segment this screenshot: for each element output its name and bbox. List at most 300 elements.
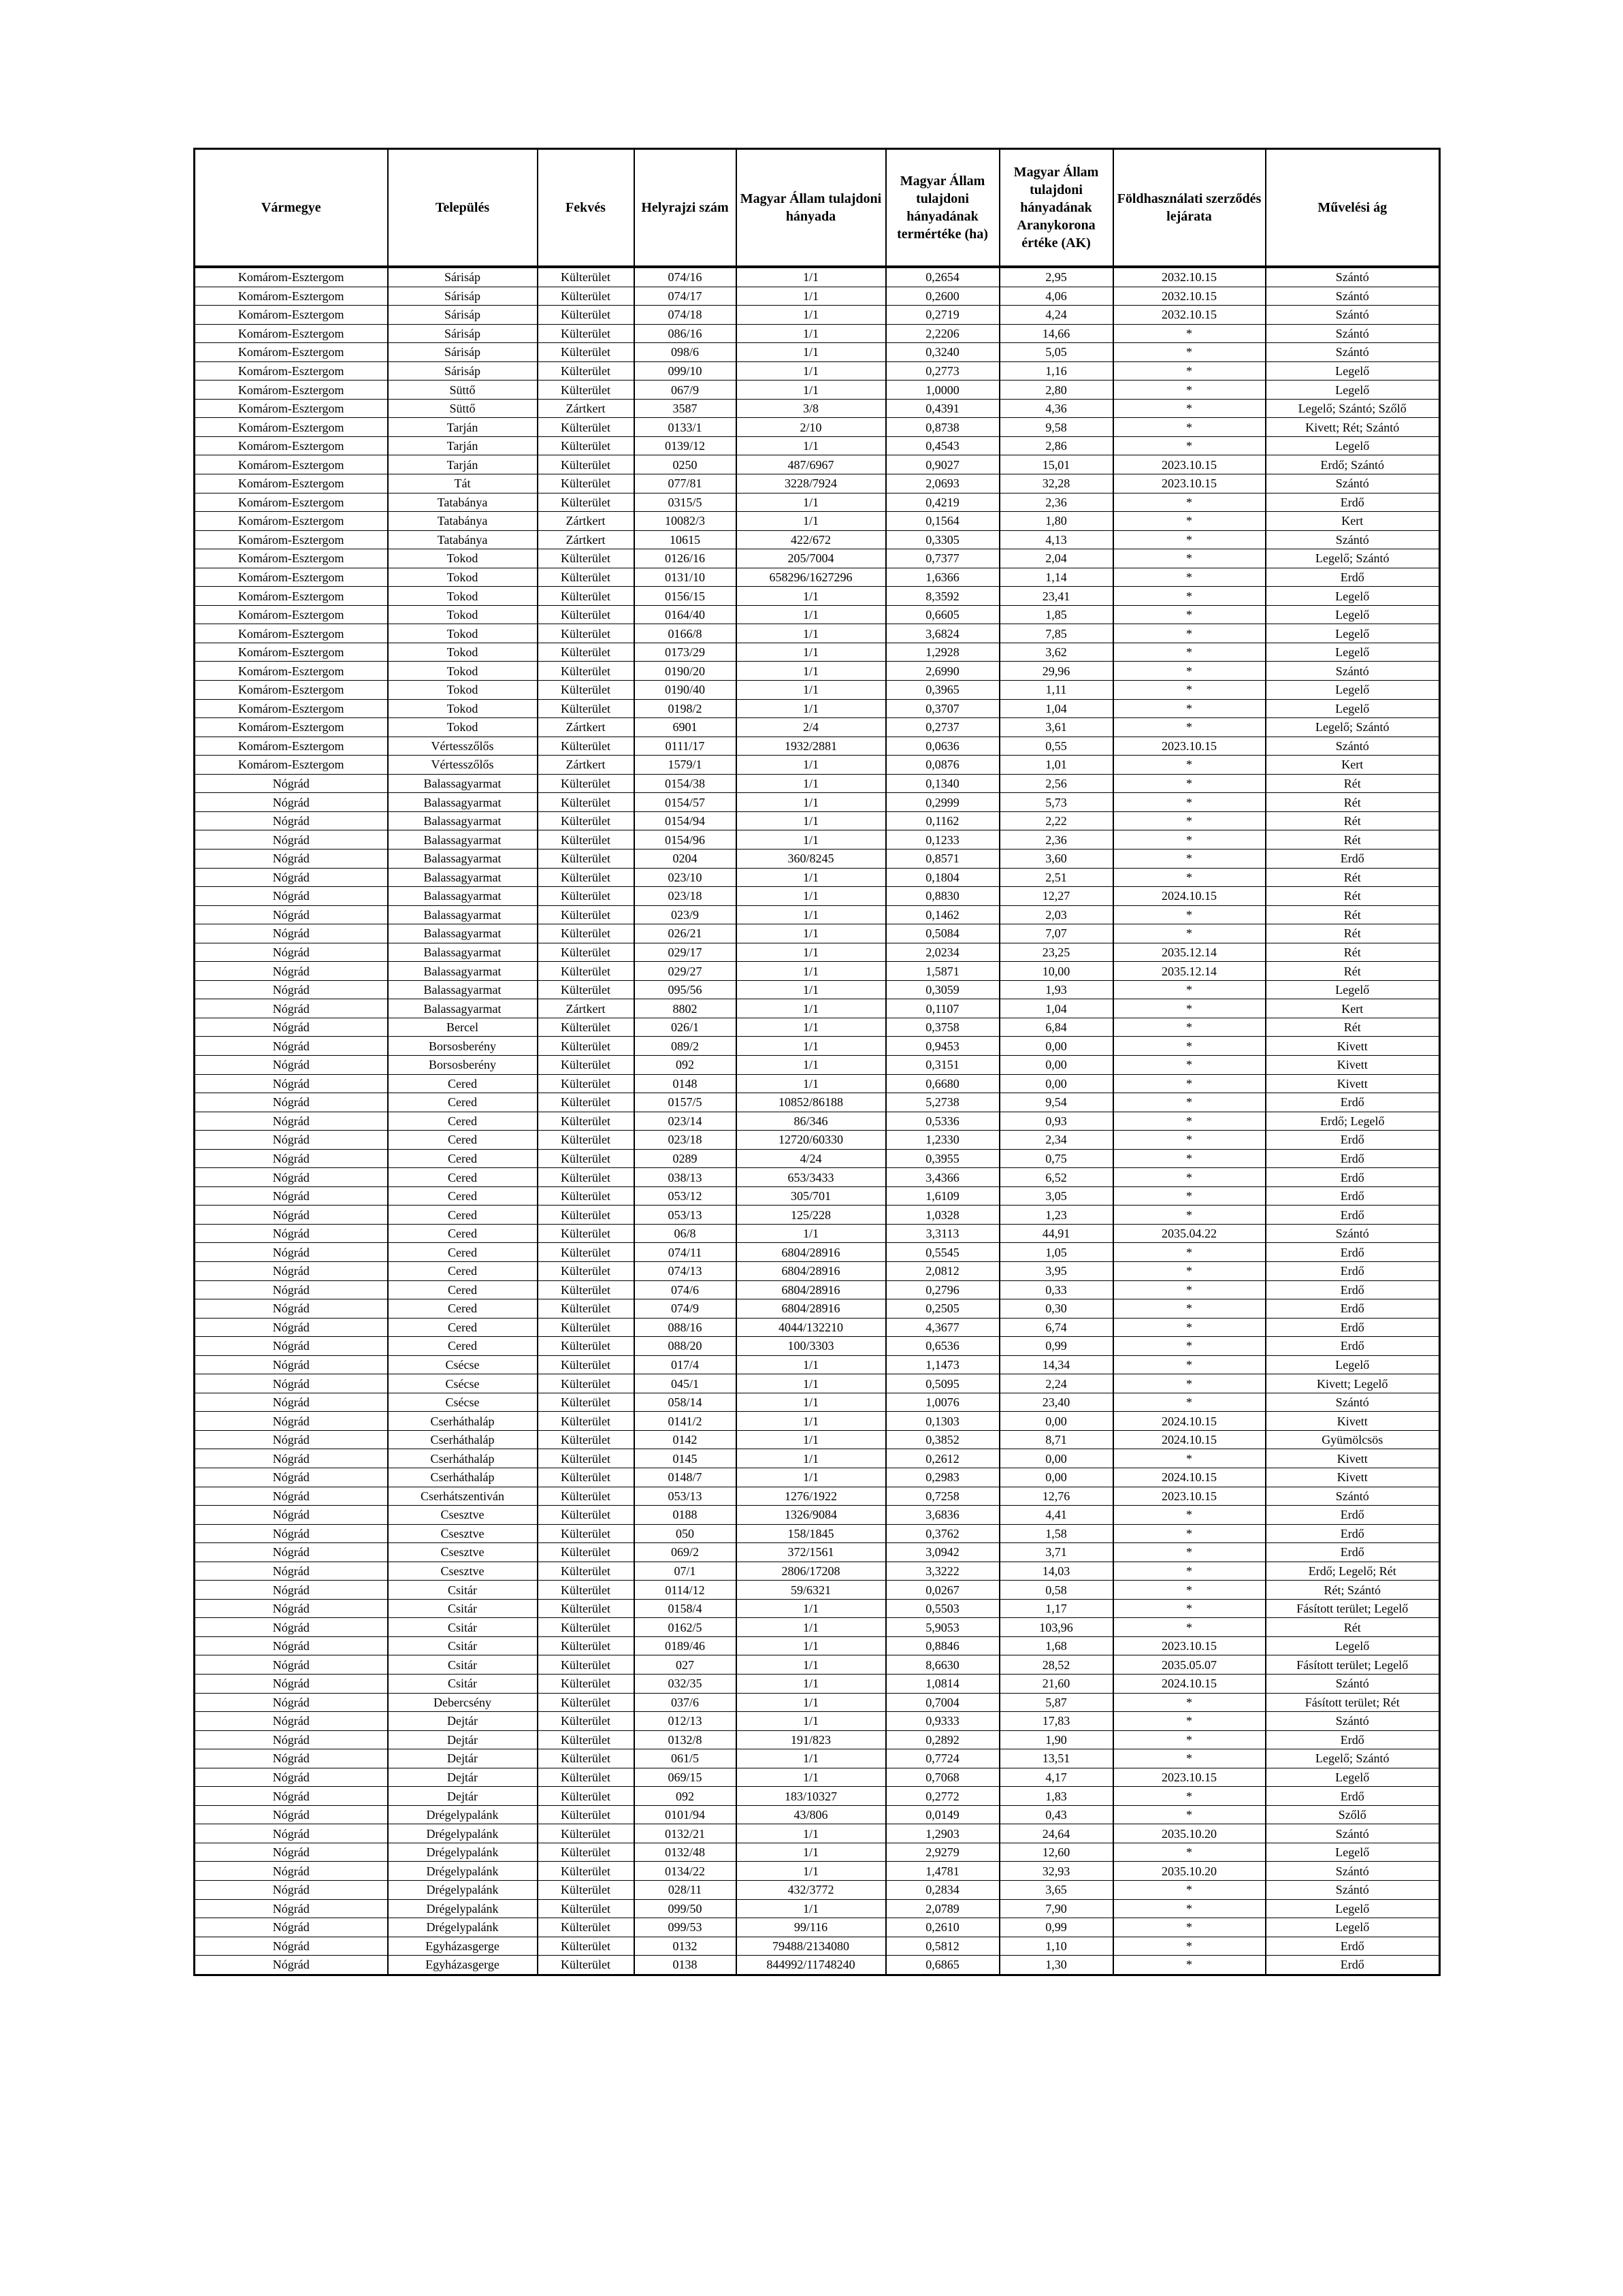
cell-settlement: Csitár bbox=[388, 1599, 538, 1618]
cell-state-share: 1/1 bbox=[736, 267, 886, 287]
cell-settlement: Tatabánya bbox=[388, 512, 538, 531]
header-location: Fekvés bbox=[538, 149, 634, 268]
cell-gold-crown-value: 3,71 bbox=[1000, 1543, 1113, 1562]
cell-location: Külterület bbox=[538, 624, 634, 643]
cell-county: Komárom-Esztergom bbox=[195, 756, 388, 775]
cell-parcel-number: 0190/40 bbox=[634, 681, 736, 700]
cell-parcel-number: 0132/8 bbox=[634, 1730, 736, 1749]
cell-cultivation-branch: Legelő bbox=[1266, 605, 1440, 624]
cell-parcel-number: 0142 bbox=[634, 1430, 736, 1449]
cell-location: Külterület bbox=[538, 306, 634, 325]
cell-settlement: Süttő bbox=[388, 381, 538, 400]
cell-county: Komárom-Esztergom bbox=[195, 737, 388, 756]
cell-parcel-number: 037/6 bbox=[634, 1693, 736, 1712]
cell-settlement: Tokod bbox=[388, 662, 538, 681]
cell-gold-crown-value: 2,80 bbox=[1000, 381, 1113, 400]
cell-gold-crown-value: 1,93 bbox=[1000, 980, 1113, 999]
cell-state-share: 372/1561 bbox=[736, 1543, 886, 1562]
cell-parcel-number: 023/10 bbox=[634, 868, 736, 887]
cell-lease-expiry: * bbox=[1113, 1843, 1266, 1862]
cell-state-share: 43/806 bbox=[736, 1805, 886, 1824]
cell-gold-crown-value: 2,36 bbox=[1000, 493, 1113, 512]
cell-lease-expiry: * bbox=[1113, 418, 1266, 437]
cell-lease-expiry: 2024.10.15 bbox=[1113, 1412, 1266, 1431]
cell-gold-crown-value: 0,00 bbox=[1000, 1468, 1113, 1487]
table-row bbox=[195, 1243, 1440, 1262]
cell-state-share: 2/10 bbox=[736, 418, 886, 437]
table-row bbox=[195, 1636, 1440, 1655]
cell-parcel-number: 012/13 bbox=[634, 1712, 736, 1731]
cell-lease-expiry: * bbox=[1113, 1599, 1266, 1618]
cell-settlement: Dejtár bbox=[388, 1730, 538, 1749]
cell-gold-crown-value: 1,83 bbox=[1000, 1787, 1113, 1806]
cell-gold-crown-value: 1,14 bbox=[1000, 568, 1113, 587]
cell-state-share: 487/6967 bbox=[736, 455, 886, 474]
cell-location: Külterület bbox=[538, 1468, 634, 1487]
cell-settlement: Drégelypalánk bbox=[388, 1918, 538, 1937]
cell-state-share: 1/1 bbox=[736, 811, 886, 830]
cell-cultivation-branch: Rét bbox=[1266, 793, 1440, 812]
cell-gold-crown-value: 8,71 bbox=[1000, 1430, 1113, 1449]
cell-county: Komárom-Esztergom bbox=[195, 549, 388, 568]
cell-settlement: Tokod bbox=[388, 699, 538, 718]
table-row bbox=[195, 1581, 1440, 1600]
cell-area-ha: 0,7068 bbox=[886, 1768, 1000, 1787]
cell-location: Külterület bbox=[538, 1918, 634, 1937]
cell-location: Külterület bbox=[538, 1393, 634, 1412]
cell-parcel-number: 0139/12 bbox=[634, 436, 736, 455]
cell-lease-expiry: 2035.05.07 bbox=[1113, 1655, 1266, 1675]
table-row bbox=[195, 1562, 1440, 1581]
cell-gold-crown-value: 1,17 bbox=[1000, 1599, 1113, 1618]
cell-state-share: 1/1 bbox=[736, 1449, 886, 1468]
cell-cultivation-branch: Erdő bbox=[1266, 1956, 1440, 1975]
cell-county: Komárom-Esztergom bbox=[195, 530, 388, 549]
table-row bbox=[195, 1599, 1440, 1618]
cell-county: Komárom-Esztergom bbox=[195, 587, 388, 606]
cell-settlement: Drégelypalánk bbox=[388, 1899, 538, 1918]
cell-lease-expiry: 2023.10.15 bbox=[1113, 1768, 1266, 1787]
cell-county: Nógrád bbox=[195, 1149, 388, 1168]
cell-location: Külterület bbox=[538, 1636, 634, 1655]
cell-lease-expiry: * bbox=[1113, 1280, 1266, 1299]
table-row bbox=[195, 267, 1440, 287]
cell-location: Külterület bbox=[538, 943, 634, 962]
cell-area-ha: 1,6109 bbox=[886, 1186, 1000, 1206]
cell-county: Nógrád bbox=[195, 1224, 388, 1243]
cell-county: Komárom-Esztergom bbox=[195, 267, 388, 287]
cell-cultivation-branch: Erdő; Szántó bbox=[1266, 455, 1440, 474]
cell-cultivation-branch: Kivett; Rét; Szántó bbox=[1266, 418, 1440, 437]
cell-gold-crown-value: 1,80 bbox=[1000, 512, 1113, 531]
cell-settlement: Cered bbox=[388, 1280, 538, 1299]
table-row bbox=[195, 493, 1440, 512]
cell-state-share: 99/116 bbox=[736, 1918, 886, 1937]
cell-cultivation-branch: Szőlő bbox=[1266, 1805, 1440, 1824]
cell-area-ha: 2,0234 bbox=[886, 943, 1000, 962]
cell-lease-expiry: * bbox=[1113, 1018, 1266, 1037]
table-row bbox=[195, 962, 1440, 981]
cell-location: Külterület bbox=[538, 1055, 634, 1074]
cell-area-ha: 0,3151 bbox=[886, 1055, 1000, 1074]
cell-cultivation-branch: Legelő bbox=[1266, 381, 1440, 400]
table-row bbox=[195, 1131, 1440, 1150]
cell-area-ha: 0,3965 bbox=[886, 681, 1000, 700]
cell-cultivation-branch: Szántó bbox=[1266, 324, 1440, 343]
cell-lease-expiry: * bbox=[1113, 1749, 1266, 1768]
cell-cultivation-branch: Erdő; Legelő; Rét bbox=[1266, 1562, 1440, 1581]
cell-county: Nógrád bbox=[195, 1168, 388, 1187]
cell-gold-crown-value: 7,07 bbox=[1000, 924, 1113, 943]
cell-settlement: Drégelypalánk bbox=[388, 1805, 538, 1824]
cell-county: Nógrád bbox=[195, 1299, 388, 1319]
cell-settlement: Csécse bbox=[388, 1374, 538, 1393]
table-row bbox=[195, 1412, 1440, 1431]
cell-gold-crown-value: 2,22 bbox=[1000, 811, 1113, 830]
cell-cultivation-branch: Kivett bbox=[1266, 1449, 1440, 1468]
cell-gold-crown-value: 4,13 bbox=[1000, 530, 1113, 549]
cell-gold-crown-value: 0,99 bbox=[1000, 1337, 1113, 1356]
cell-gold-crown-value: 4,06 bbox=[1000, 287, 1113, 306]
cell-area-ha: 4,3677 bbox=[886, 1318, 1000, 1337]
cell-area-ha: 0,5503 bbox=[886, 1599, 1000, 1618]
cell-state-share: 1/1 bbox=[736, 1749, 886, 1768]
cell-parcel-number: 088/20 bbox=[634, 1337, 736, 1356]
cell-gold-crown-value: 5,73 bbox=[1000, 793, 1113, 812]
cell-area-ha: 1,1473 bbox=[886, 1355, 1000, 1374]
cell-state-share: 1/1 bbox=[736, 999, 886, 1018]
cell-lease-expiry: * bbox=[1113, 718, 1266, 737]
cell-area-ha: 0,7004 bbox=[886, 1693, 1000, 1712]
cell-parcel-number: 074/17 bbox=[634, 287, 736, 306]
cell-cultivation-branch: Szántó bbox=[1266, 737, 1440, 756]
cell-settlement: Balassagyarmat bbox=[388, 943, 538, 962]
cell-lease-expiry: * bbox=[1113, 905, 1266, 924]
cell-settlement: Csesztve bbox=[388, 1506, 538, 1525]
table-row bbox=[195, 1937, 1440, 1956]
cell-parcel-number: 0141/2 bbox=[634, 1412, 736, 1431]
cell-state-share: 1/1 bbox=[736, 1862, 886, 1881]
cell-county: Nógrád bbox=[195, 1749, 388, 1768]
cell-county: Nógrád bbox=[195, 1918, 388, 1937]
cell-location: Külterület bbox=[538, 436, 634, 455]
cell-location: Külterület bbox=[538, 568, 634, 587]
cell-cultivation-branch: Kivett bbox=[1266, 1037, 1440, 1056]
cell-lease-expiry: 2035.10.20 bbox=[1113, 1824, 1266, 1843]
cell-state-share: 191/823 bbox=[736, 1730, 886, 1749]
cell-settlement: Balassagyarmat bbox=[388, 980, 538, 999]
table-row bbox=[195, 624, 1440, 643]
cell-county: Nógrád bbox=[195, 1862, 388, 1881]
cell-gold-crown-value: 1,10 bbox=[1000, 1937, 1113, 1956]
cell-cultivation-branch: Kivett bbox=[1266, 1412, 1440, 1431]
cell-area-ha: 0,9453 bbox=[886, 1037, 1000, 1056]
cell-location: Külterület bbox=[538, 1112, 634, 1131]
cell-gold-crown-value: 0,00 bbox=[1000, 1037, 1113, 1056]
cell-cultivation-branch: Kivett; Legelő bbox=[1266, 1374, 1440, 1393]
cell-state-share: 1/1 bbox=[736, 1355, 886, 1374]
cell-state-share: 1/1 bbox=[736, 605, 886, 624]
cell-area-ha: 0,9333 bbox=[886, 1712, 1000, 1731]
cell-location: Külterület bbox=[538, 1730, 634, 1749]
cell-parcel-number: 038/13 bbox=[634, 1168, 736, 1187]
cell-lease-expiry: * bbox=[1113, 980, 1266, 999]
cell-area-ha: 0,3758 bbox=[886, 1018, 1000, 1037]
cell-settlement: Balassagyarmat bbox=[388, 999, 538, 1018]
cell-area-ha: 0,6536 bbox=[886, 1337, 1000, 1356]
cell-parcel-number: 098/6 bbox=[634, 343, 736, 362]
cell-parcel-number: 023/18 bbox=[634, 887, 736, 906]
cell-lease-expiry: * bbox=[1113, 868, 1266, 887]
cell-cultivation-branch: Rét bbox=[1266, 962, 1440, 981]
cell-location: Külterület bbox=[538, 643, 634, 662]
cell-parcel-number: 086/16 bbox=[634, 324, 736, 343]
cell-area-ha: 1,5871 bbox=[886, 962, 1000, 981]
cell-county: Nógrád bbox=[195, 1899, 388, 1918]
table-row bbox=[195, 1675, 1440, 1694]
table-row bbox=[195, 1655, 1440, 1675]
cell-state-share: 1/1 bbox=[736, 793, 886, 812]
table-row bbox=[195, 1524, 1440, 1543]
cell-gold-crown-value: 3,61 bbox=[1000, 718, 1113, 737]
table-row bbox=[195, 1093, 1440, 1112]
table-row bbox=[195, 1337, 1440, 1356]
cell-cultivation-branch: Erdő bbox=[1266, 1524, 1440, 1543]
cell-county: Komárom-Esztergom bbox=[195, 381, 388, 400]
cell-lease-expiry: * bbox=[1113, 1787, 1266, 1806]
cell-area-ha: 3,3222 bbox=[886, 1562, 1000, 1581]
cell-parcel-number: 10082/3 bbox=[634, 512, 736, 531]
cell-state-share: 1/1 bbox=[736, 962, 886, 981]
cell-cultivation-branch: Szántó bbox=[1266, 662, 1440, 681]
cell-settlement: Tokod bbox=[388, 568, 538, 587]
cell-parcel-number: 0133/1 bbox=[634, 418, 736, 437]
cell-location: Külterület bbox=[538, 924, 634, 943]
cell-location: Külterület bbox=[538, 287, 634, 306]
cell-location: Külterület bbox=[538, 980, 634, 999]
cell-area-ha: 3,0942 bbox=[886, 1543, 1000, 1562]
cell-lease-expiry: 2032.10.15 bbox=[1113, 306, 1266, 325]
cell-location: Külterület bbox=[538, 1805, 634, 1824]
cell-gold-crown-value: 1,68 bbox=[1000, 1636, 1113, 1655]
cell-cultivation-branch: Kert bbox=[1266, 512, 1440, 531]
cell-parcel-number: 017/4 bbox=[634, 1355, 736, 1374]
table-row bbox=[195, 1693, 1440, 1712]
cell-county: Nógrád bbox=[195, 1805, 388, 1824]
cell-state-share: 10852/86188 bbox=[736, 1093, 886, 1112]
cell-gold-crown-value: 103,96 bbox=[1000, 1618, 1113, 1637]
table-row bbox=[195, 455, 1440, 474]
cell-parcel-number: 029/27 bbox=[634, 962, 736, 981]
cell-location: Külterület bbox=[538, 1131, 634, 1150]
cell-cultivation-branch: Legelő bbox=[1266, 1355, 1440, 1374]
cell-location: Külterület bbox=[538, 1186, 634, 1206]
cell-parcel-number: 0164/40 bbox=[634, 605, 736, 624]
cell-location: Külterület bbox=[538, 811, 634, 830]
table-row bbox=[195, 1956, 1440, 1975]
cell-parcel-number: 0156/15 bbox=[634, 587, 736, 606]
cell-location: Külterület bbox=[538, 474, 634, 494]
cell-parcel-number: 1579/1 bbox=[634, 756, 736, 775]
table-row bbox=[195, 718, 1440, 737]
cell-gold-crown-value: 0,58 bbox=[1000, 1581, 1113, 1600]
cell-settlement: Cered bbox=[388, 1168, 538, 1187]
cell-cultivation-branch: Erdő bbox=[1266, 1206, 1440, 1225]
cell-parcel-number: 0190/20 bbox=[634, 662, 736, 681]
table-row bbox=[195, 774, 1440, 793]
cell-parcel-number: 023/14 bbox=[634, 1112, 736, 1131]
cell-parcel-number: 023/9 bbox=[634, 905, 736, 924]
cell-settlement: Balassagyarmat bbox=[388, 793, 538, 812]
cell-lease-expiry: * bbox=[1113, 830, 1266, 850]
cell-settlement: Cered bbox=[388, 1149, 538, 1168]
cell-gold-crown-value: 0,30 bbox=[1000, 1299, 1113, 1319]
cell-settlement: Tarján bbox=[388, 418, 538, 437]
cell-location: Külterület bbox=[538, 1074, 634, 1093]
table-row bbox=[195, 887, 1440, 906]
cell-lease-expiry: * bbox=[1113, 924, 1266, 943]
cell-cultivation-branch: Legelő bbox=[1266, 1918, 1440, 1937]
cell-county: Nógrád bbox=[195, 1487, 388, 1506]
cell-parcel-number: 0289 bbox=[634, 1149, 736, 1168]
cell-settlement: Csitár bbox=[388, 1675, 538, 1694]
cell-state-share: 1/1 bbox=[736, 1393, 886, 1412]
cell-cultivation-branch: Szántó bbox=[1266, 1862, 1440, 1881]
cell-area-ha: 0,2612 bbox=[886, 1449, 1000, 1468]
cell-cultivation-branch: Erdő; Legelő bbox=[1266, 1112, 1440, 1131]
cell-gold-crown-value: 4,41 bbox=[1000, 1506, 1113, 1525]
cell-lease-expiry: * bbox=[1113, 512, 1266, 531]
cell-cultivation-branch: Rét bbox=[1266, 811, 1440, 830]
cell-gold-crown-value: 1,11 bbox=[1000, 681, 1113, 700]
cell-state-share: 3/8 bbox=[736, 399, 886, 418]
cell-county: Nógrád bbox=[195, 1881, 388, 1900]
cell-gold-crown-value: 0,99 bbox=[1000, 1918, 1113, 1937]
cell-gold-crown-value: 2,56 bbox=[1000, 774, 1113, 793]
cell-gold-crown-value: 44,91 bbox=[1000, 1224, 1113, 1243]
cell-county: Nógrád bbox=[195, 1355, 388, 1374]
cell-county: Nógrád bbox=[195, 1186, 388, 1206]
cell-cultivation-branch: Erdő bbox=[1266, 1093, 1440, 1112]
cell-cultivation-branch: Rét bbox=[1266, 774, 1440, 793]
cell-cultivation-branch: Erdő bbox=[1266, 1149, 1440, 1168]
cell-cultivation-branch: Szántó bbox=[1266, 267, 1440, 287]
cell-parcel-number: 0132 bbox=[634, 1937, 736, 1956]
cell-parcel-number: 0250 bbox=[634, 455, 736, 474]
cell-settlement: Cered bbox=[388, 1093, 538, 1112]
cell-location: Külterület bbox=[538, 793, 634, 812]
table-row bbox=[195, 1862, 1440, 1881]
cell-gold-crown-value: 14,66 bbox=[1000, 324, 1113, 343]
cell-area-ha: 0,3305 bbox=[886, 530, 1000, 549]
cell-settlement: Csécse bbox=[388, 1355, 538, 1374]
cell-gold-crown-value: 13,51 bbox=[1000, 1749, 1113, 1768]
cell-area-ha: 0,3240 bbox=[886, 343, 1000, 362]
cell-cultivation-branch: Gyümölcsös bbox=[1266, 1430, 1440, 1449]
cell-gold-crown-value: 10,00 bbox=[1000, 962, 1113, 981]
cell-parcel-number: 0189/46 bbox=[634, 1636, 736, 1655]
cell-cultivation-branch: Legelő bbox=[1266, 699, 1440, 718]
cell-parcel-number: 092 bbox=[634, 1055, 736, 1074]
table-row bbox=[195, 587, 1440, 606]
cell-settlement: Cserháthaláp bbox=[388, 1412, 538, 1431]
cell-area-ha: 1,2330 bbox=[886, 1131, 1000, 1150]
cell-settlement: Süttő bbox=[388, 399, 538, 418]
cell-settlement: Balassagyarmat bbox=[388, 962, 538, 981]
cell-gold-crown-value: 28,52 bbox=[1000, 1655, 1113, 1675]
cell-location: Külterület bbox=[538, 887, 634, 906]
cell-parcel-number: 3587 bbox=[634, 399, 736, 418]
cell-area-ha: 0,6605 bbox=[886, 605, 1000, 624]
cell-parcel-number: 045/1 bbox=[634, 1374, 736, 1393]
cell-location: Külterület bbox=[538, 1543, 634, 1562]
cell-area-ha: 0,1303 bbox=[886, 1412, 1000, 1431]
cell-cultivation-branch: Legelő bbox=[1266, 436, 1440, 455]
cell-county: Komárom-Esztergom bbox=[195, 512, 388, 531]
table-row bbox=[195, 1261, 1440, 1280]
cell-cultivation-branch: Rét bbox=[1266, 1618, 1440, 1637]
table-row bbox=[195, 530, 1440, 549]
cell-cultivation-branch: Erdő bbox=[1266, 1337, 1440, 1356]
cell-parcel-number: 0158/4 bbox=[634, 1599, 736, 1618]
cell-parcel-number: 0154/38 bbox=[634, 774, 736, 793]
cell-location: Külterület bbox=[538, 1768, 634, 1787]
cell-parcel-number: 074/18 bbox=[634, 306, 736, 325]
table-row bbox=[195, 1843, 1440, 1862]
cell-location: Külterület bbox=[538, 343, 634, 362]
cell-lease-expiry: * bbox=[1113, 774, 1266, 793]
header-gold-crown-value: Magyar Állam tulajdoni hányadának Aranykorona értéke (AK) bbox=[1000, 149, 1113, 268]
cell-location: Külterület bbox=[538, 1899, 634, 1918]
cell-parcel-number: 0131/10 bbox=[634, 568, 736, 587]
cell-lease-expiry: * bbox=[1113, 1186, 1266, 1206]
cell-cultivation-branch: Szántó bbox=[1266, 1881, 1440, 1900]
cell-county: Nógrád bbox=[195, 811, 388, 830]
cell-area-ha: 2,0693 bbox=[886, 474, 1000, 494]
table-row bbox=[195, 1543, 1440, 1562]
cell-lease-expiry: 2024.10.15 bbox=[1113, 1468, 1266, 1487]
cell-area-ha: 5,9053 bbox=[886, 1618, 1000, 1637]
cell-location: Külterület bbox=[538, 1430, 634, 1449]
cell-cultivation-branch: Kivett bbox=[1266, 1468, 1440, 1487]
cell-state-share: 1/1 bbox=[736, 1412, 886, 1431]
cell-cultivation-branch: Legelő; Szántó; Szőlő bbox=[1266, 399, 1440, 418]
cell-gold-crown-value: 1,23 bbox=[1000, 1206, 1113, 1225]
cell-lease-expiry: * bbox=[1113, 1712, 1266, 1731]
cell-lease-expiry: * bbox=[1113, 1243, 1266, 1262]
cell-cultivation-branch: Szántó bbox=[1266, 306, 1440, 325]
cell-area-ha: 0,5084 bbox=[886, 924, 1000, 943]
cell-state-share: 1/1 bbox=[736, 287, 886, 306]
cell-cultivation-branch: Szántó bbox=[1266, 474, 1440, 494]
cell-county: Nógrád bbox=[195, 774, 388, 793]
cell-parcel-number: 0132/48 bbox=[634, 1843, 736, 1862]
table-row bbox=[195, 868, 1440, 887]
table-row bbox=[195, 1749, 1440, 1768]
cell-cultivation-branch: Legelő bbox=[1266, 361, 1440, 381]
cell-parcel-number: 0188 bbox=[634, 1506, 736, 1525]
cell-location: Külterület bbox=[538, 962, 634, 981]
cell-cultivation-branch: Erdő bbox=[1266, 1506, 1440, 1525]
cell-cultivation-branch: Szántó bbox=[1266, 530, 1440, 549]
table-row bbox=[195, 924, 1440, 943]
cell-lease-expiry: * bbox=[1113, 1206, 1266, 1225]
cell-parcel-number: 058/14 bbox=[634, 1393, 736, 1412]
cell-county: Nógrád bbox=[195, 1468, 388, 1487]
cell-area-ha: 2,9279 bbox=[886, 1843, 1000, 1862]
cell-settlement: Tát bbox=[388, 474, 538, 494]
cell-county: Nógrád bbox=[195, 1131, 388, 1150]
